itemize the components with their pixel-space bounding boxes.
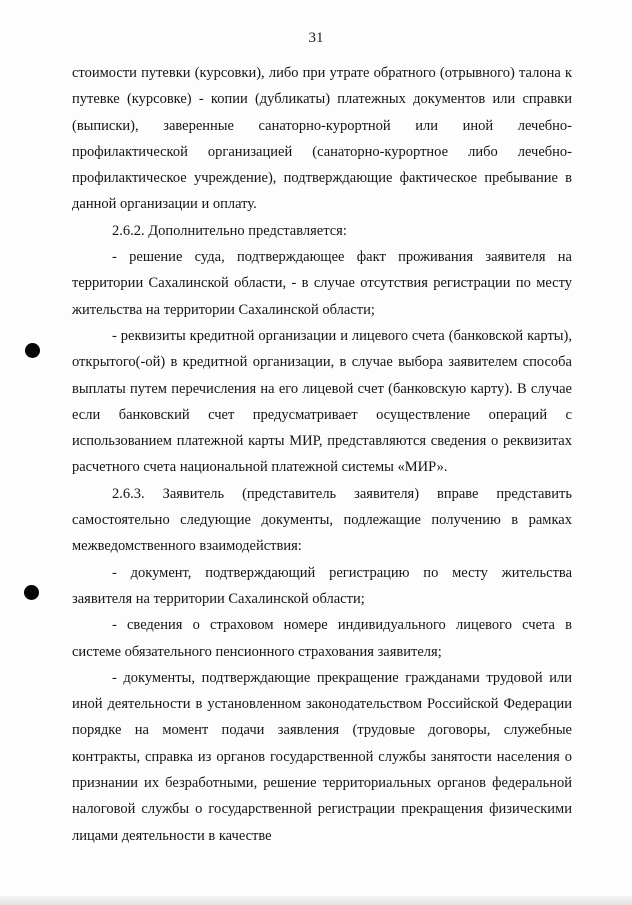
paragraph-insurance-number: - сведения о страховом номере индивидуального лицевого счета в системе обязательного пенсионного страхования заявителя; [72, 617, 572, 660]
paragraph-termination-documents: - документы, подтверждающие прекращение гражданами трудовой или иной деятельности в установленном законодательством Российской Федерации порядке на момент подачи заявления (трудовые договоры, служебные контракты, справка из органов государственной службы занятости населения о признании их безработными, решение территориальных органов федеральной налоговой службы о государственной регистрации прекращения физическими лицами деятельности в качестве [72, 669, 572, 844]
paragraph-continuation: стоимости путевки (курсовки), либо при утрате обратного (отрывного) талона к путевке (курсовке) - копии (дубликаты) платежных документов или справки (выписки), заверенные санаторно-курортной или иной лечебно-профилактической организацией (санаторно-курортное либо лечебно-профилактическое учреждение), подтверждающие фактическое пребывание в данной организации и оплату. [72, 65, 572, 213]
paragraph-court-decision: - решение суда, подтверждающее факт проживания заявителя на территории Сахалинской области, - в случае отсутствия регистрации по месту жительства на территории Сахалинской области; [72, 249, 572, 318]
paragraph-bank-details: - реквизиты кредитной организации и лицевого счета (банковской карты), открытого(-ой) в кредитной организации, в случае выбора заявителем способа выплаты путем перечисления на его лицевой счет (банковскую карту). В случае если банковский счет предусматривает осуществление операций с использованием платежной карты МИР, представляются сведения о реквизитах расчетного счета национальной платежной системы «МИР». [72, 327, 572, 476]
page-number: 31 [308, 30, 324, 46]
binder-hole-mark [25, 343, 40, 358]
binder-hole-mark [24, 585, 39, 600]
document-body [72, 60, 572, 849]
paragraph-registration-document: - документ, подтверждающий регистрацию по месту жительства заявителя на территории Сахалинской области; [72, 564, 572, 607]
paragraph-section-2-6-2: 2.6.2. Дополнительно представляется: [112, 222, 347, 239]
scan-bottom-edge [0, 896, 632, 905]
paragraph-section-2-6-3: 2.6.3. Заявитель (представитель заявителя) вправе представить самостоятельно следующие документы, подлежащие получению в рамках межведомственного взаимодействия: [72, 485, 572, 555]
